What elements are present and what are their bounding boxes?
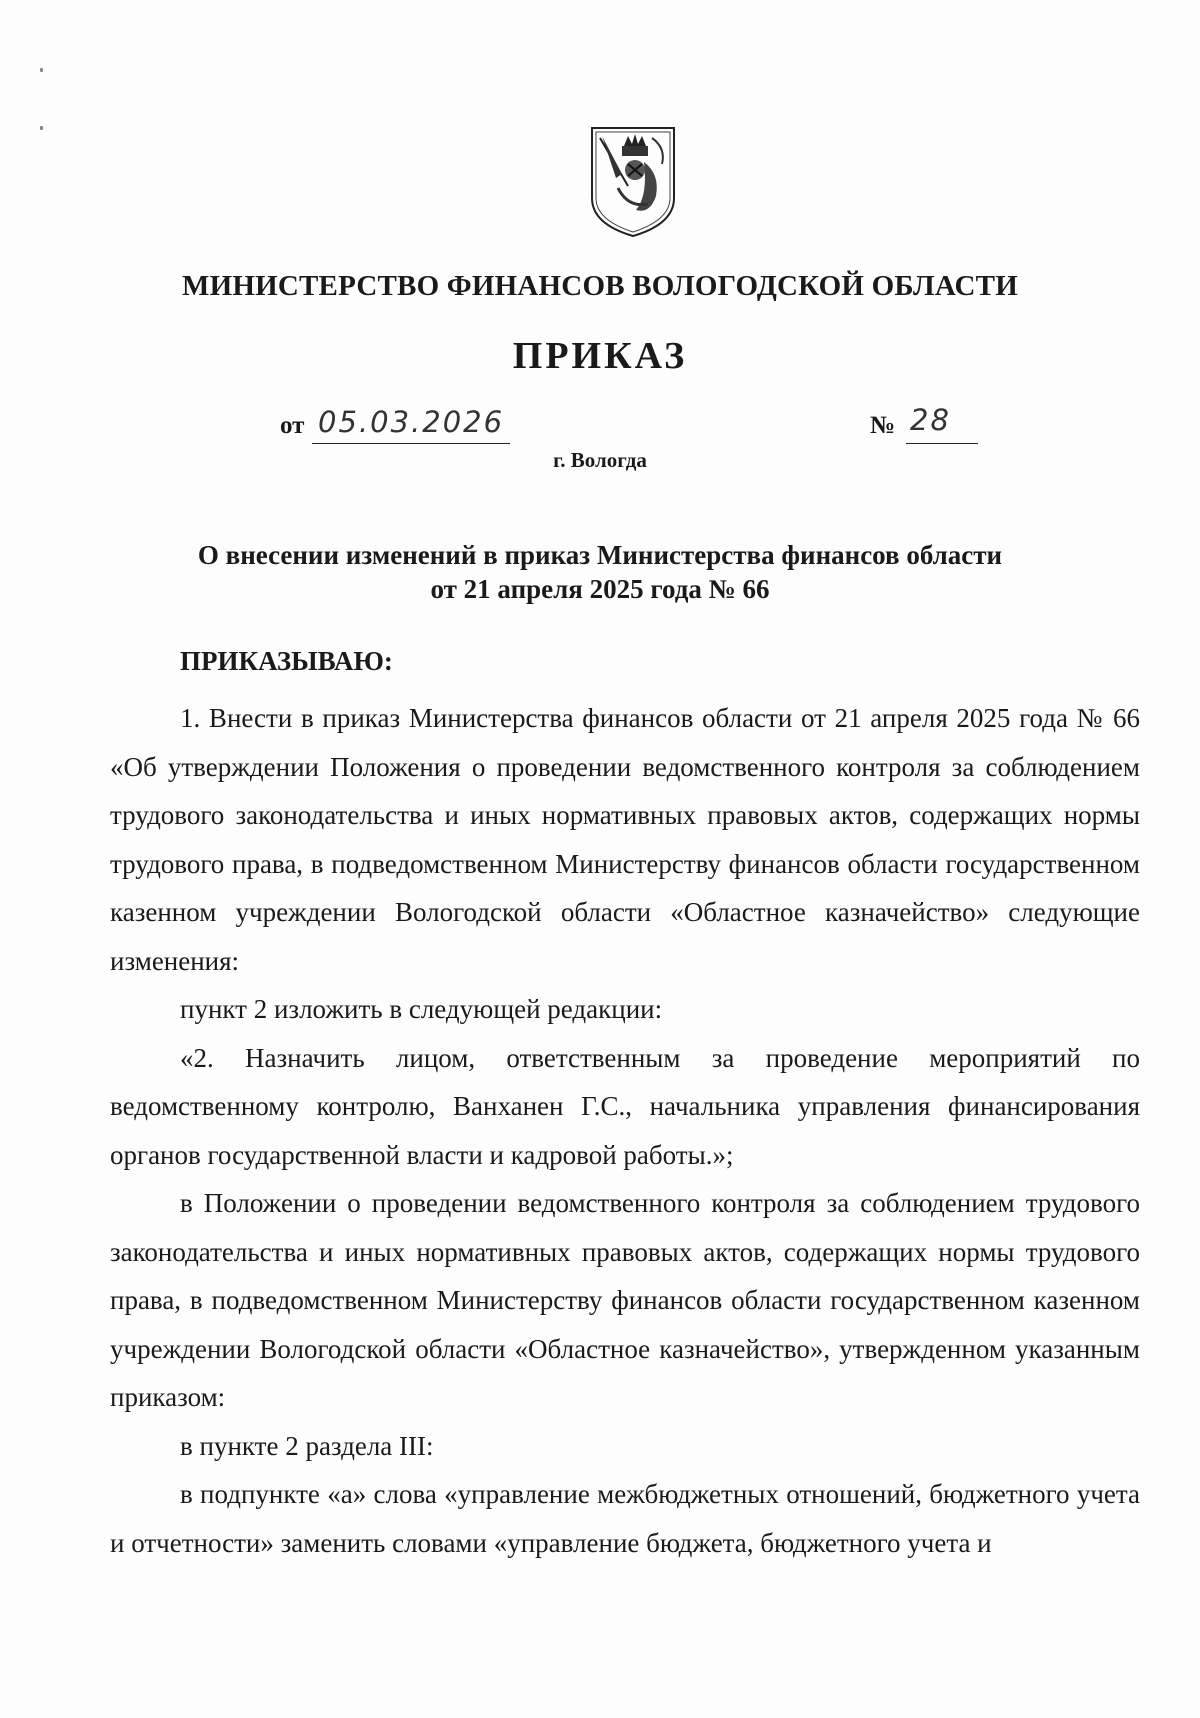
number-underline bbox=[906, 443, 978, 444]
date-underline bbox=[312, 443, 510, 444]
order-word: ПРИКАЗЫВАЮ: bbox=[180, 646, 393, 676]
ministry-name: МИНИСТЕРСТВО ФИНАНСОВ ВОЛОГОДСКОЙ ОБЛАСТИ bbox=[182, 270, 1018, 302]
document-subject bbox=[150, 538, 1050, 606]
body-paragraph: пункт 2 изложить в следующей редакции: bbox=[180, 994, 663, 1024]
document-body bbox=[110, 694, 1140, 1567]
body-paragraph: в Положении о проведении ведомственного контроля за соблюдением трудового законодательства и иных нормативных правовых актов, содержащих нормы трудового права, в подведомственном Министерству финансов области государственном казенном учреждении Вологодской области «Областное казначейство», утвержденном указанным приказом: bbox=[110, 1188, 1140, 1412]
date-prefix: от bbox=[280, 412, 305, 439]
city-name: г. Вологда bbox=[553, 448, 647, 472]
number-prefix: № bbox=[870, 412, 896, 439]
handwritten-number: 28 bbox=[910, 403, 951, 437]
handwritten-date: 05.03.2026 bbox=[318, 405, 505, 439]
body-paragraph: «2. Назначить лицом, ответственным за проведение мероприятий по ведомственному контролю, Ванханен Г.С., начальника управления финансирования органов государственной власти и кадровой работы.»; bbox=[110, 1042, 1140, 1170]
document-type-title: ПРИКАЗ bbox=[512, 335, 688, 377]
body-paragraph: в подпункте «а» слова «управление межбюджетных отношений, бюджетного учета и отчетности» заменить словами «управление бюджета, бюджетного учета и bbox=[110, 1479, 1140, 1558]
body-paragraph: 1. Внести в приказ Министерства финансов области от 21 апреля 2025 года № 66 «Об утверждении Положения о проведении ведомственного контроля за соблюдением трудового законодательства и иных нормативных правовых актов, содержащих нормы трудового права, в подведомственном Министерству финансов области государственном казенном учреждении Вологодской области «Областное казначейство» следующие изменения: bbox=[110, 703, 1140, 976]
scan-speck bbox=[40, 126, 43, 130]
body-paragraph: в пункте 2 раздела III: bbox=[180, 1430, 434, 1461]
subject-line: О внесении изменений в приказ Министерства финансов области bbox=[197, 540, 1003, 570]
vologda-coat-of-arms-icon bbox=[588, 124, 678, 240]
subject-line: от 21 апреля 2025 года № 66 bbox=[430, 574, 770, 604]
scan-speck bbox=[40, 68, 43, 72]
